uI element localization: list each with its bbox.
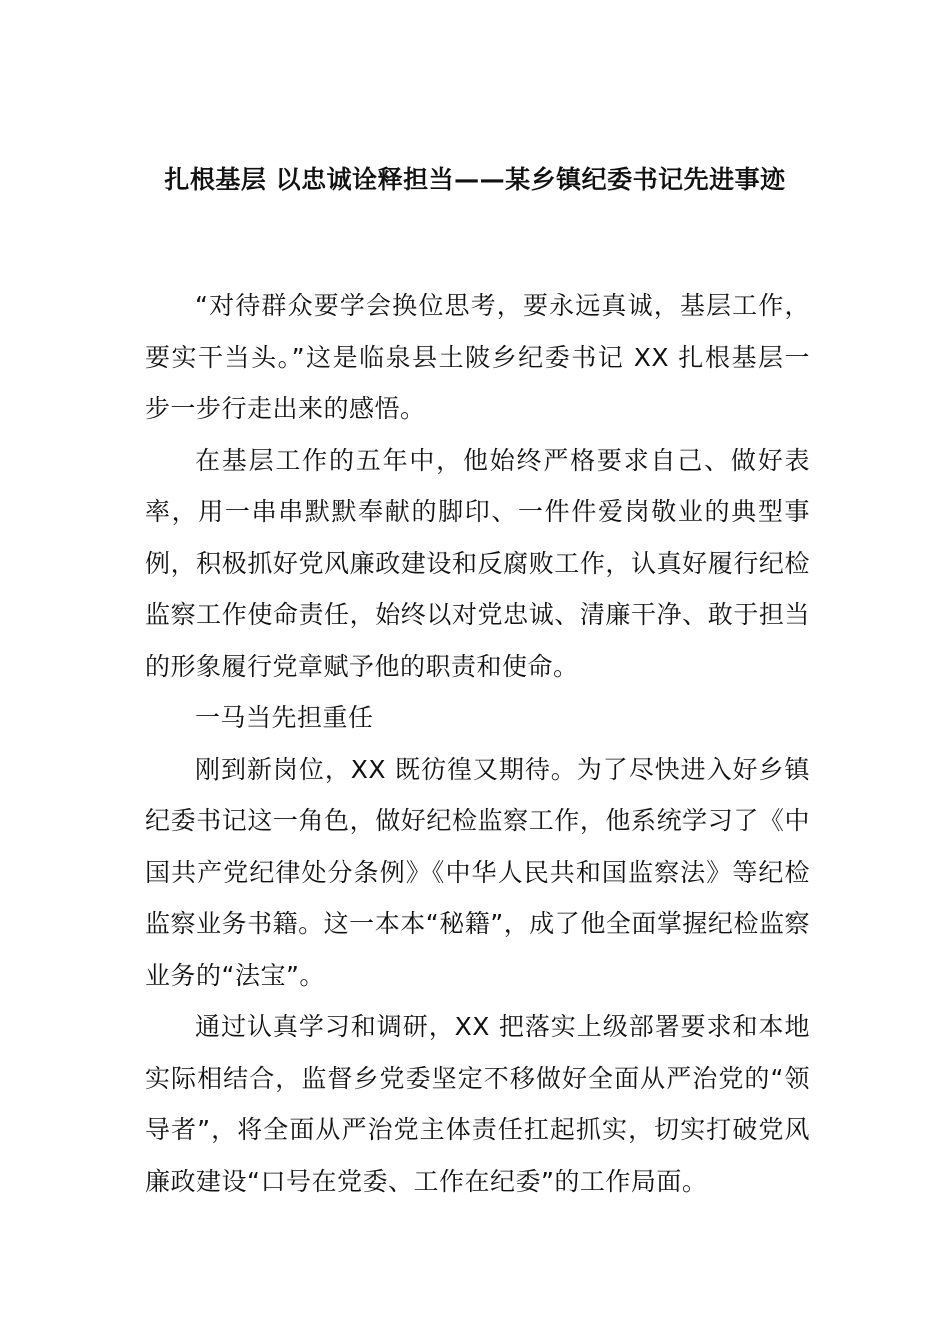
paragraph-five-years: 在基层工作的五年中，他始终严格要求自己、做好表率，用一串串默默奉献的脚印、一件件爱岗敬业的典型事例，积极抓好党风廉政建设和反腐败工作，认真好履行纪检监察工作使命责任，始终以对党忠诚、清廉干净、敢于担当的形象履行党章赋予他的职责和使命。 — [145, 445, 810, 681]
paragraph-study-research: 通过认真学习和调研，XX 把落实上级部署要求和本地实际相结合，监督乡党委坚定不移做好全面从严治党的“领导者”，将全面从严治党主体责任扛起抓实，切实打破党风廉政建设“口号在党委、工作在纪委”的工作局面。 — [145, 1012, 810, 1196]
document-title: 扎根基层 以忠诚诠释担当——某乡镇纪委书记先进事迹 — [164, 165, 786, 194]
section-heading: 一马当先担重任 — [195, 703, 374, 732]
paragraph-new-post: 刚到新岗位，XX 既彷徨又期待。为了尽快进入好乡镇纪委书记这一角色，做好纪检监察工作，他系统学习了《中国共产党纪律处分条例》《中华人民共和国监察法》等纪检监察业务书籍。这一本本“秘籍”，成了他全面掌握纪检监察业务的“法宝”。 — [145, 754, 810, 990]
document-body — [145, 280, 810, 1207]
paragraph-intro-quote: “对待群众要学会换位思考，要永远真诚，基层工作，要实干当头。”这是临泉县土陂乡纪委书记 XX 扎根基层一步一步行走出来的感悟。 — [145, 291, 810, 423]
